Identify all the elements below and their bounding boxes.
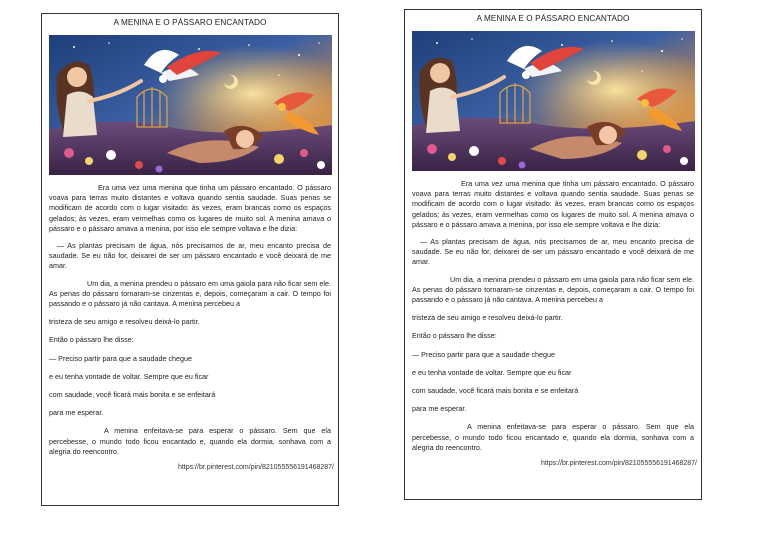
source-link[interactable]: https://br.pinterest.com/pin/821055556191468287/	[540, 460, 697, 468]
paragraph-line: com saudade, você ficará mais bonita e se enfeitará	[49, 390, 216, 400]
paragraph-line: tristeza de seu amigo e resolveu deixá-lo partir.	[49, 317, 200, 327]
story-illustration	[49, 35, 332, 175]
paragraph-ending: A menina enfeitava-se para esperar o pássaro. Sem que ela percebesse, o mundo todo ficou encantado e, quando ela dormia, sonhava com a alegria do reencontro.	[412, 422, 694, 452]
paragraph-line: — Preciso partir para que a saudade chegue	[49, 353, 193, 363]
story-title: A MENINA E O PÁSSARO ENCANTADO	[476, 14, 630, 23]
story-illustration	[412, 31, 695, 171]
paragraph-intro: Era uma vez uma menina que tinha um pássaro encantado. O pássaro voava para terras muito distantes e voltava quando sentia saudade. Suas penas se modificam de acordo com o lugar visitado: às vezes, eram brancas como os espaços gelados; às vezes, eram vermelhas como os lugares de muito sol. A menina amava o pássaro e o pássaro amava a menina, por isso ele sempre voltava e lhe dizia:	[412, 179, 694, 229]
source-link[interactable]: https://br.pinterest.com/pin/821055556191468287/	[177, 464, 334, 472]
paragraph-bird-speech: — As plantas precisam de água, nós precisamos de ar, meu encanto precisa de saudade. Se eu não for, deixarei de ser um pássaro encantado e você deixará de me amar.	[49, 241, 331, 271]
story-text	[42, 183, 338, 457]
paragraph-line: tristeza de seu amigo e resolveu deixá-lo partir.	[412, 313, 563, 323]
story-title: A MENINA E O PÁSSARO ENCANTADO	[113, 18, 267, 27]
paragraph-bird-speech: — As plantas precisam de água, nós precisamos de ar, meu encanto precisa de saudade. Se eu não for, deixarei de ser um pássaro encantado e você deixará de me amar.	[412, 237, 694, 267]
story-text	[405, 179, 701, 453]
paragraph-line: para me esperar.	[412, 404, 467, 414]
paragraph-ending: A menina enfeitava-se para esperar o pássaro. Sem que ela percebesse, o mundo todo ficou encantado e, quando ela dormia, sonhava com a alegria do reencontro.	[49, 426, 331, 456]
paragraph-line: Então o pássaro lhe disse:	[412, 331, 497, 341]
paragraph-line: para me esperar.	[49, 408, 104, 418]
paragraph-line: e eu tenha vontade de voltar. Sempre que eu ficar	[412, 367, 572, 377]
paragraph-line: — Preciso partir para que a saudade chegue	[412, 349, 556, 359]
paragraph-intro: Era uma vez uma menina que tinha um pássaro encantado. O pássaro voava para terras muito distantes e voltava quando sentia saudade. Suas penas se modificam de acordo com o lugar visitado: às vezes, eram brancas como os espaços gelados; às vezes, eram vermelhas como os lugares de muito sol. A menina amava o pássaro e o pássaro amava a menina, por isso ele sempre voltava e lhe dizia:	[49, 183, 331, 233]
paragraph-line: Então o pássaro lhe disse:	[49, 335, 134, 345]
paragraph-cage: Um dia, a menina prendeu o pássaro em uma gaiola para não ficar sem ele. As penas do pássaro tornaram-se cinzentas e, depois, começaram a cair. O tempo foi passando e o pássaro já não cantava. A menina percebeu a	[49, 278, 331, 309]
document-page-left	[41, 13, 339, 506]
document-page-right	[404, 9, 702, 500]
paragraph-cage: Um dia, a menina prendeu o pássaro em uma gaiola para não ficar sem ele. As penas do pássaro tornaram-se cinzentas e, depois, começaram a cair. O tempo foi passando e o pássaro já não cantava. A menina percebeu a	[412, 274, 694, 305]
paragraph-line: com saudade, você ficará mais bonita e se enfeitará	[412, 386, 579, 396]
paragraph-line: e eu tenha vontade de voltar. Sempre que eu ficar	[49, 371, 209, 381]
